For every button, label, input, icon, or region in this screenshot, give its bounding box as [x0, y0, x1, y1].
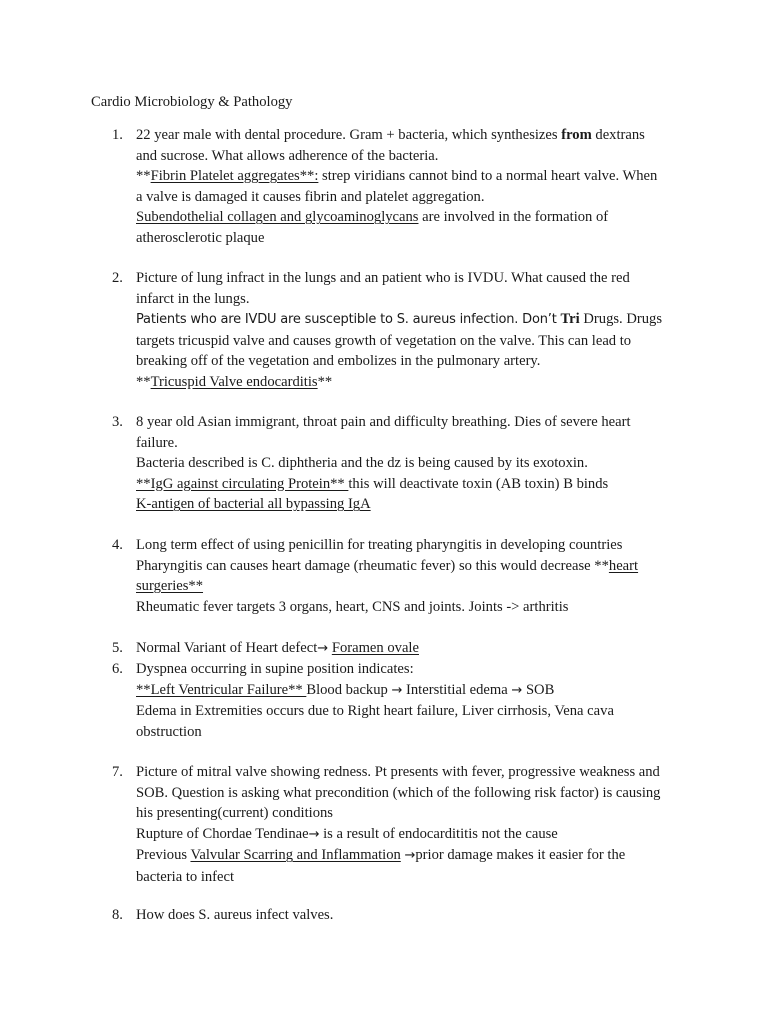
- text-line: Previous Valvular Scarring and Inflammation →prior damage makes it easier for the: [136, 847, 626, 864]
- text-line: [136, 576, 692, 597]
- list-item-6: [112, 659, 692, 742]
- text-line: Subendothelial collagen and glycoaminoglycans are involved in the formation of: [136, 209, 609, 226]
- text-line: **Fibrin Platelet aggregates**: strep viridians cannot bind to a normal heart valve. When: [136, 168, 658, 185]
- text-line: and sucrose. What allows adherence of the bacteria.: [136, 147, 439, 164]
- underlined-answer: heart: [608, 557, 639, 574]
- text-line: 8 year old Asian immigrant, throat pain and difficulty breathing. Dies of severe heart: [136, 414, 631, 430]
- item-number: 6.: [112, 661, 123, 677]
- list-item-8: [112, 905, 692, 926]
- text-line: breaking off of the vegetation and embolizes in the pulmonary artery.: [136, 353, 541, 370]
- item-number: 4.: [112, 537, 123, 553]
- text-line: 22 year male with dental procedure. Gram + bacteria, which synthesizes from dextrans: [136, 127, 645, 143]
- item-number: 1.: [112, 127, 123, 143]
- right-arrow-icon: →: [317, 641, 329, 656]
- text-line: obstruction: [136, 723, 202, 740]
- text-line: Long term effect of using penicillin for treating pharyngitis in developing countries: [136, 537, 623, 553]
- underlined-answer: Tricuspid Valve endocarditis: [150, 373, 318, 390]
- text-line: targets tricuspid valve and causes growth of vegetation on the valve. This can lead to: [136, 332, 632, 349]
- text-line: How does S. aureus infect valves.: [136, 907, 334, 923]
- underlined-answer: **Left Ventricular Failure**: [136, 681, 307, 698]
- item-number: 3.: [112, 414, 123, 430]
- text-line: Dyspnea occurring in supine position indicates:: [136, 661, 414, 677]
- list-item-2: [112, 268, 692, 393]
- text-line: his presenting(current) conditions: [136, 805, 333, 822]
- text-line: Rheumatic fever targets 3 organs, heart, CNS and joints. Joints -> arthritis: [136, 598, 569, 615]
- text-line: failure.: [136, 434, 178, 451]
- text-line: Normal Variant of Heart defect→ Foramen ovale: [136, 640, 419, 656]
- text-line: Bacteria described is C. diphtheria and the dz is being caused by its exotoxin.: [136, 455, 588, 472]
- list-item-1: [112, 125, 692, 249]
- text-line: [136, 494, 692, 515]
- text-line: SOB. Question is asking what precondition (which of the following risk factor) is causing: [136, 784, 661, 801]
- text-line: **Left Ventricular Failure** Blood backup → Interstitial edema → SOB: [136, 681, 555, 698]
- text-line: Picture of mitral valve showing redness. Pt presents with fever, progressive weakness and: [136, 764, 660, 780]
- item-number: 8.: [112, 907, 123, 923]
- text-line: **Tricuspid Valve endocarditis**: [136, 373, 333, 390]
- right-arrow-icon: →: [391, 682, 403, 698]
- text-line: atherosclerotic plaque: [136, 229, 265, 246]
- underlined-answer: **IgG against circulating Protein**: [136, 475, 349, 492]
- list-item-5: [112, 638, 692, 660]
- list-item-4: [112, 535, 692, 617]
- text-line: a valve is damaged it causes fibrin and platelet aggregation.: [136, 188, 485, 205]
- right-arrow-icon: →: [404, 848, 416, 864]
- text-line: **IgG against circulating Protein** this will deactivate toxin (AB toxin) B binds: [136, 475, 609, 492]
- underlined-answer: surgeries**: [136, 578, 204, 595]
- text-line: Edema in Extremities occurs due to Right heart failure, Liver cirrhosis, Vena cava: [136, 703, 614, 720]
- underlined-text: K-antigen of bacterial all bypassing IgA: [136, 496, 371, 513]
- right-arrow-icon: →: [308, 826, 320, 842]
- underlined-term: Subendothelial collagen and glycoaminoglycans: [136, 209, 419, 226]
- underlined-answer: Valvular Scarring and Inflammation: [190, 847, 401, 864]
- text-line: Patients who are IVDU are susceptible to S. aureus infection. Don’t Tri Drugs. Drugs: [136, 311, 663, 328]
- text-line: Pharyngitis can causes heart damage (rheumatic fever) so this would decrease **heart: [136, 557, 639, 574]
- text-line: Picture of lung infract in the lungs and an patient who is IVDU. What caused the red: [136, 270, 630, 286]
- underlined-answer: Fibrin Platelet aggregates**:: [150, 168, 319, 185]
- list-item-3: [112, 412, 692, 515]
- item-number: 5.: [112, 640, 123, 656]
- text-line: bacteria to infect: [136, 868, 235, 885]
- item-number: 7.: [112, 764, 123, 780]
- item-number: 2.: [112, 270, 123, 286]
- page-title: Cardio Microbiology & Pathology: [91, 94, 293, 110]
- text-line: infarct in the lungs.: [136, 290, 250, 307]
- text-line: Rupture of Chordae Tendinae→ is a result of endocardititis not the cause: [136, 825, 558, 842]
- list-item-7: [112, 762, 692, 888]
- right-arrow-icon: →: [511, 682, 523, 698]
- underlined-answer: Foramen ovale: [331, 640, 419, 656]
